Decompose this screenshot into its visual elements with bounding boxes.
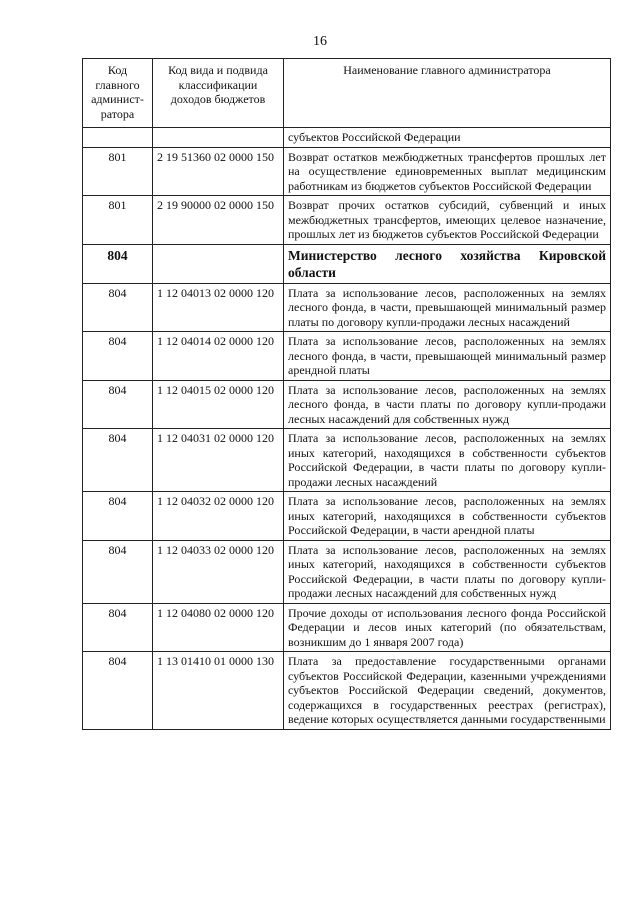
admin-name-cell: Плата за использование лесов, расположенных на землях лесного фонда, в части, превышающей минимальный размер арендной платы <box>284 332 611 381</box>
income-code-cell: 1 12 04015 02 0000 120 <box>153 380 284 429</box>
admin-code-cell: 804 <box>83 492 153 541</box>
header-admin-name: Наименование главного администратора <box>284 59 611 128</box>
table-row <box>83 492 611 541</box>
income-code-cell: 2 19 90000 02 0000 150 <box>153 196 284 245</box>
admin-code-cell: 804 <box>83 540 153 603</box>
admin-name-cell: Министерство лесного хозяйства Кировской области <box>284 244 611 283</box>
admin-code-cell: 804 <box>83 283 153 332</box>
admin-code-cell: 801 <box>83 196 153 245</box>
admin-name-cell: Прочие доходы от использования лесного фонда Российской Федерации и лесов иных категорий (по обязательствам, возникшим до 1 января 2007 года) <box>284 603 611 652</box>
income-code-cell: 1 12 04031 02 0000 120 <box>153 429 284 492</box>
admin-name-cell: Плата за использование лесов, расположенных на землях лесного фонда, в части, превышающей минимальный размер платы по договору купли-продажи лесных насаждений <box>284 283 611 332</box>
admin-code-cell <box>83 128 153 148</box>
table-row <box>83 196 611 245</box>
admin-code-cell: 804 <box>83 332 153 381</box>
income-code-cell: 1 12 04013 02 0000 120 <box>153 283 284 332</box>
admin-code-cell: 804 <box>83 429 153 492</box>
admin-code-cell: 804 <box>83 603 153 652</box>
admin-name-cell: субъектов Российской Федерации <box>284 128 611 148</box>
table-header-row <box>83 59 611 128</box>
income-code-cell: 1 12 04014 02 0000 120 <box>153 332 284 381</box>
admin-name-cell: Плата за использование лесов, расположенных на землях иных категорий, находящихся в собственности субъектов Российской Федерации, в части платы по договору купли-продажи лесных насаждений для собственных нужд <box>284 540 611 603</box>
income-code-cell: 2 19 51360 02 0000 150 <box>153 147 284 196</box>
income-code-cell: 1 12 04080 02 0000 120 <box>153 603 284 652</box>
income-code-cell: 1 12 04033 02 0000 120 <box>153 540 284 603</box>
admin-name-cell: Плата за предоставление государственными органами субъектов Российской Федерации, казенными учреждениями субъектов Российской Федерации сведений, документов, содержащихся в государственных реестрах (регистрах), ведение которых осуществляется данными государственными <box>284 652 611 730</box>
table-row <box>83 332 611 381</box>
admin-name-cell: Плата за использование лесов, расположенных на землях лесного фонда, в части платы по договору купли-продажи лесных насаждений для собственных нужд <box>284 380 611 429</box>
income-code-cell <box>153 128 284 148</box>
table-row <box>83 652 611 730</box>
admin-name-cell: Возврат остатков межбюджетных трансфертов прошлых лет на осуществление единовременных выплат медицинским работникам из бюджетов субъектов Российской Федерации <box>284 147 611 196</box>
income-code-cell <box>153 244 284 283</box>
income-code-cell: 1 12 04032 02 0000 120 <box>153 492 284 541</box>
admin-code-cell: 804 <box>83 380 153 429</box>
admin-name-cell: Плата за использование лесов, расположенных на землях иных категорий, находящихся в собственности субъектов Российской Федерации, в части арендной платы <box>284 492 611 541</box>
page-number: 16 <box>313 34 327 49</box>
admin-code-cell: 801 <box>83 147 153 196</box>
admin-code-cell: 804 <box>83 652 153 730</box>
table-row <box>83 244 611 283</box>
header-admin-code: Код главного админист-ратора <box>83 59 153 128</box>
table-row <box>83 283 611 332</box>
admin-name-cell: Плата за использование лесов, расположенных на землях иных категорий, находящихся в собственности субъектов Российской Федерации, в части платы по договору купли-продажи лесных насаждений <box>284 429 611 492</box>
table-row <box>83 380 611 429</box>
admin-code-cell: 804 <box>83 244 153 283</box>
admin-name-cell: Возврат прочих остатков субсидий, субвенций и иных межбюджетных трансфертов, имеющих целевое назначение, прошлых лет из бюджетов субъектов Российской Федерации <box>284 196 611 245</box>
income-code-cell: 1 13 01410 01 0000 130 <box>153 652 284 730</box>
table-body <box>83 128 611 730</box>
header-income-code: Код вида и подвида классификации доходов бюджетов <box>153 59 284 128</box>
table-row <box>83 603 611 652</box>
revenue-administrators-table <box>82 58 611 730</box>
table-row <box>83 147 611 196</box>
table-row <box>83 540 611 603</box>
table-row <box>83 429 611 492</box>
table-row <box>83 128 611 148</box>
